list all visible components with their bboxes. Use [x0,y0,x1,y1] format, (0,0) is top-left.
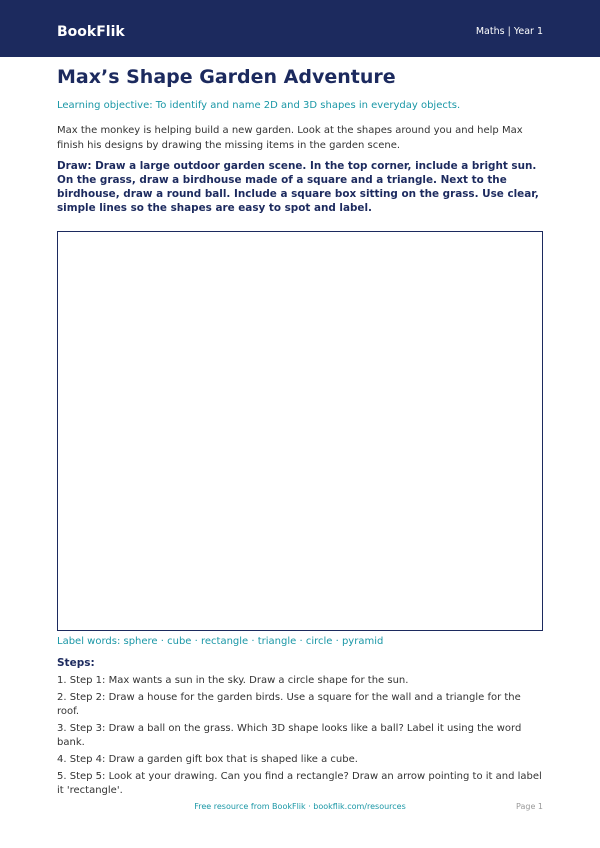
draw-instruction: Draw: Draw a large outdoor garden scene. In the top corner, include a bright sun. On the grass, draw a birdhouse made of a square and a triangle. Next to the birdhouse, draw a round ball. Include a square box sitting on the grass. Use clear, simple lines so the shapes are easy to spot and label. [57,160,539,214]
footer-resource-link[interactable]: Free resource from BookFlik · bookflik.com/resources [194,802,406,811]
brand-logo-text: BookFlik [57,24,125,40]
step-item: 2. Step 2: Draw a house for the garden birds. Use a square for the wall and a triangle for the roof. [57,692,521,717]
label-word-bank: Label words: sphere · cube · rectangle · triangle · circle · pyramid [57,636,384,647]
drawing-area[interactable] [57,231,543,631]
page-number: Page 1 [516,802,543,811]
page-header [0,0,600,57]
step-item: 3. Step 3: Draw a ball on the grass. Which 3D shape looks like a ball? Label it using the word bank. [57,723,522,748]
intro-paragraph: Max the monkey is helping build a new garden. Look at the shapes around you and help Max finish his designs by drawing the missing items in the garden scene. [57,125,523,151]
learning-objective: Learning objective: To identify and name 2D and 3D shapes in everyday objects. [57,100,461,111]
step-item: 1. Step 1: Max wants a sun in the sky. Draw a circle shape for the sun. [57,675,409,686]
step-item: 4. Step 4: Draw a garden gift box that is shaped like a cube. [57,754,358,765]
subject-year-label: Maths | Year 1 [475,26,543,37]
steps-heading: Steps: [57,657,95,669]
steps-list [57,674,543,801]
worksheet-title: Max’s Shape Garden Adventure [57,66,396,88]
step-item: 5. Step 5: Look at your drawing. Can you find a rectangle? Draw an arrow pointing to it and label it 'rectangle'. [57,771,542,796]
